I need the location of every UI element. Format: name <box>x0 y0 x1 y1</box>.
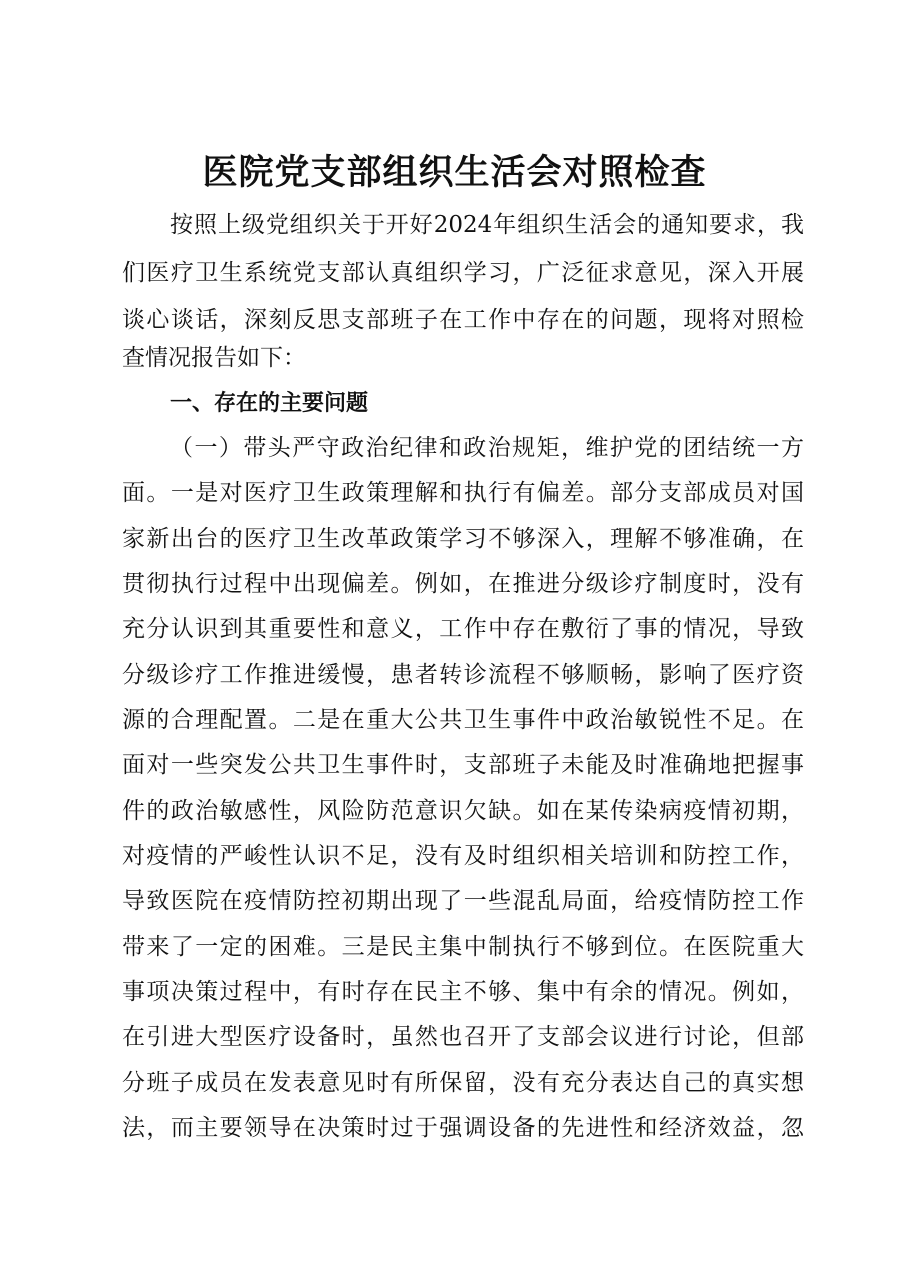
body-line: 带来了一定的困难。三是民主集中制执行不够到位。在医院重大 <box>122 934 804 960</box>
body-line: 充分认识到其重要性和意义，工作中存在敷衍了事的情况，导致 <box>122 616 804 642</box>
body-line: 导致医院在疫情防控初期出现了一些混乱局面，给疫情防控工作 <box>122 888 804 914</box>
intro-line: 按照上级党组织关于开好2024年组织生活会的通知要求，我 <box>170 212 804 238</box>
body-line: 分班子成员在发表意见时有所保留，没有充分表达自己的真实想 <box>122 1070 804 1096</box>
document-title: 医院党支部组织生活会对照检查 <box>202 152 707 193</box>
body-line: 贯彻执行过程中出现偏差。例如，在推进分级诊疗制度时，没有 <box>122 571 804 597</box>
body-line: 法，而主要领导在决策时过于强调设备的先进性和经济效益，忽 <box>122 1115 804 1141</box>
body-line: （一）带头严守政治纪律和政治规矩，维护党的团结统一方 <box>170 435 804 461</box>
body-line: 在引进大型医疗设备时，虽然也召开了支部会议进行讨论，但部 <box>122 1024 804 1050</box>
intro-line: 谈心谈话，深刻反思支部班子在工作中存在的问题，现将对照检 <box>122 307 804 333</box>
body-line: 对疫情的严峻性认识不足，没有及时组织相关培训和防控工作， <box>122 843 804 869</box>
body-line: 件的政治敏感性，风险防范意识欠缺。如在某传染病疫情初期， <box>122 798 804 824</box>
body-line: 面对一些突发公共卫生事件时，支部班子未能及时准确地把握事 <box>122 752 804 778</box>
section-heading: 一、存在的主要问题 <box>170 391 369 416</box>
body-line: 源的合理配置。二是在重大公共卫生事件中政治敏锐性不足。在 <box>122 707 804 733</box>
intro-line: 们医疗卫生系统党支部认真组织学习，广泛征求意见，深入开展 <box>122 260 804 286</box>
body-line: 分级诊疗工作推进缓慢，患者转诊流程不够顺畅，影响了医疗资 <box>122 662 804 688</box>
body-line: 家新出台的医疗卫生改革政策学习不够深入，理解不够准确，在 <box>122 526 804 552</box>
body-line: 事项决策过程中，有时存在民主不够、集中有余的情况。例如， <box>122 979 804 1005</box>
body-line: 面。一是对医疗卫生政策理解和执行有偏差。部分支部成员对国 <box>122 480 804 506</box>
intro-line: 查情况报告如下： <box>122 345 306 371</box>
